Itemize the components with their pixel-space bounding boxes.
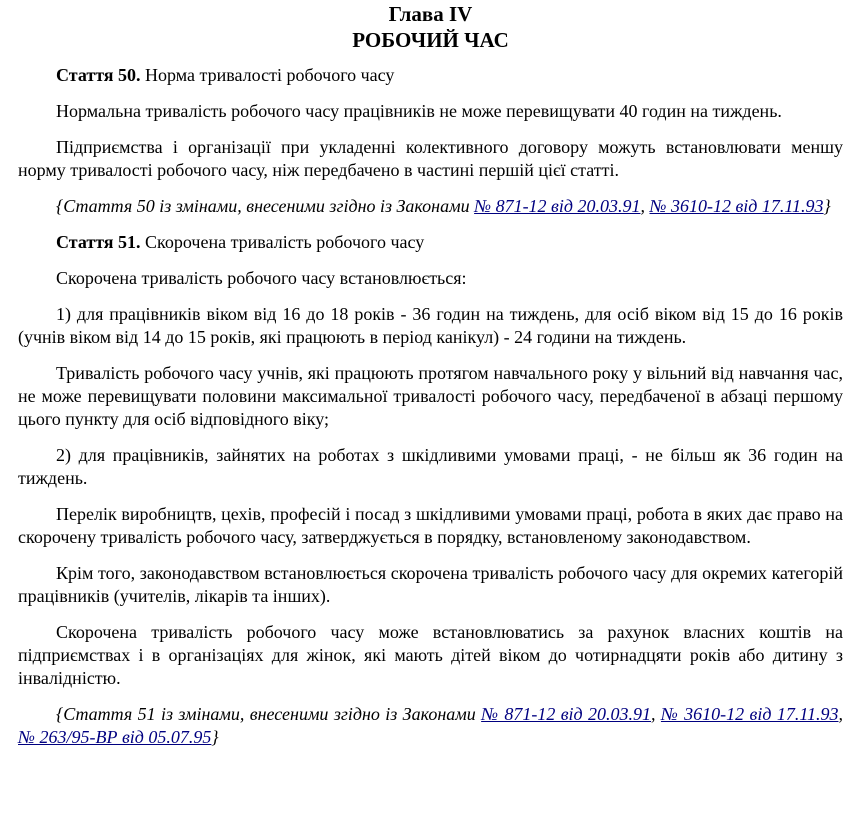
article-number: Стаття 51. [56, 232, 141, 252]
note-suffix: } [211, 727, 219, 747]
note-separator: , [838, 704, 843, 724]
article-paragraph: Перелік виробництв, цехів, професій і посад з шкідливими умовами праці, робота в яких дає право на скорочену тривалість робочого часу, затверджується в порядку, встановленому законодавством. [18, 504, 843, 547]
article-number: Стаття 50. [56, 65, 141, 85]
amendment-note [18, 195, 843, 218]
article-paragraph: Підприємства і організації при укладенні колективного договору можуть встановлювати меншу норму тривалості робочого часу, ніж передбачено в частині першій цієї статті. [18, 137, 843, 180]
article-paragraph: 1) для працівників віком від 16 до 18 років - 36 годин на тиждень, для осіб віком від 15 до 16 років (учнів віком від 14 до 15 років, які працюють в період канікул) - 24 години на тиждень. [18, 304, 843, 347]
law-link-871-12[interactable]: № 871-12 від 20.03.91 [481, 704, 652, 724]
article-heading [18, 231, 843, 254]
chapter-name: РОБОЧИЙ ЧАС [352, 28, 509, 52]
note-separator: , [651, 704, 661, 724]
article-paragraph: 2) для працівників, зайнятих на роботах з шкідливими умовами праці, - не більш як 36 годин на тиждень. [18, 445, 843, 488]
law-link-871-12[interactable]: № 871-12 від 20.03.91 [474, 196, 641, 216]
article-heading [18, 64, 843, 87]
note-prefix: {Стаття 50 із змінами, внесеними згідно із Законами [56, 196, 475, 216]
note-separator: , [640, 196, 650, 216]
amendment-note [18, 703, 843, 749]
article-title: Скорочена тривалість робочого часу [140, 232, 425, 252]
law-link-3610-12[interactable]: № 3610-12 від 17.11.93 [649, 196, 824, 216]
article-paragraph: Крім того, законодавством встановлюється скорочена тривалість робочого часу для окремих категорій працівників (учителів, лікарів та інших). [18, 563, 843, 606]
law-link-263-95[interactable]: № 263/95-ВР від 05.07.95 [18, 727, 212, 747]
note-prefix: {Стаття 51 із змінами, внесеними згідно із Законами [56, 704, 482, 724]
article-50 [18, 64, 843, 218]
article-paragraph: Скорочена тривалість робочого часу встановлюється: [56, 268, 467, 288]
article-paragraph: Тривалість робочого часу учнів, які працюють протягом навчального року у вільний від навчання час, не може перевищувати половини максимальної тривалості робочого часу, передбаченої в абзаці першому цього пункту для осіб відповідного віку; [18, 363, 843, 429]
chapter-title: Глава IV [388, 2, 473, 26]
note-suffix: } [823, 196, 831, 216]
article-title: Норма тривалості робочого часу [140, 65, 395, 85]
article-paragraph: Скорочена тривалість робочого часу може встановлюватись за рахунок власних коштів на підприємствах і в організаціях для жінок, які мають дітей віком до чотирнадцяти років або дитину з інвалідністю. [18, 622, 843, 688]
article-51 [18, 231, 843, 749]
law-link-3610-12[interactable]: № 3610-12 від 17.11.93 [660, 704, 839, 724]
article-paragraph: Нормальна тривалість робочого часу працівників не може перевищувати 40 годин на тиждень. [56, 101, 782, 121]
